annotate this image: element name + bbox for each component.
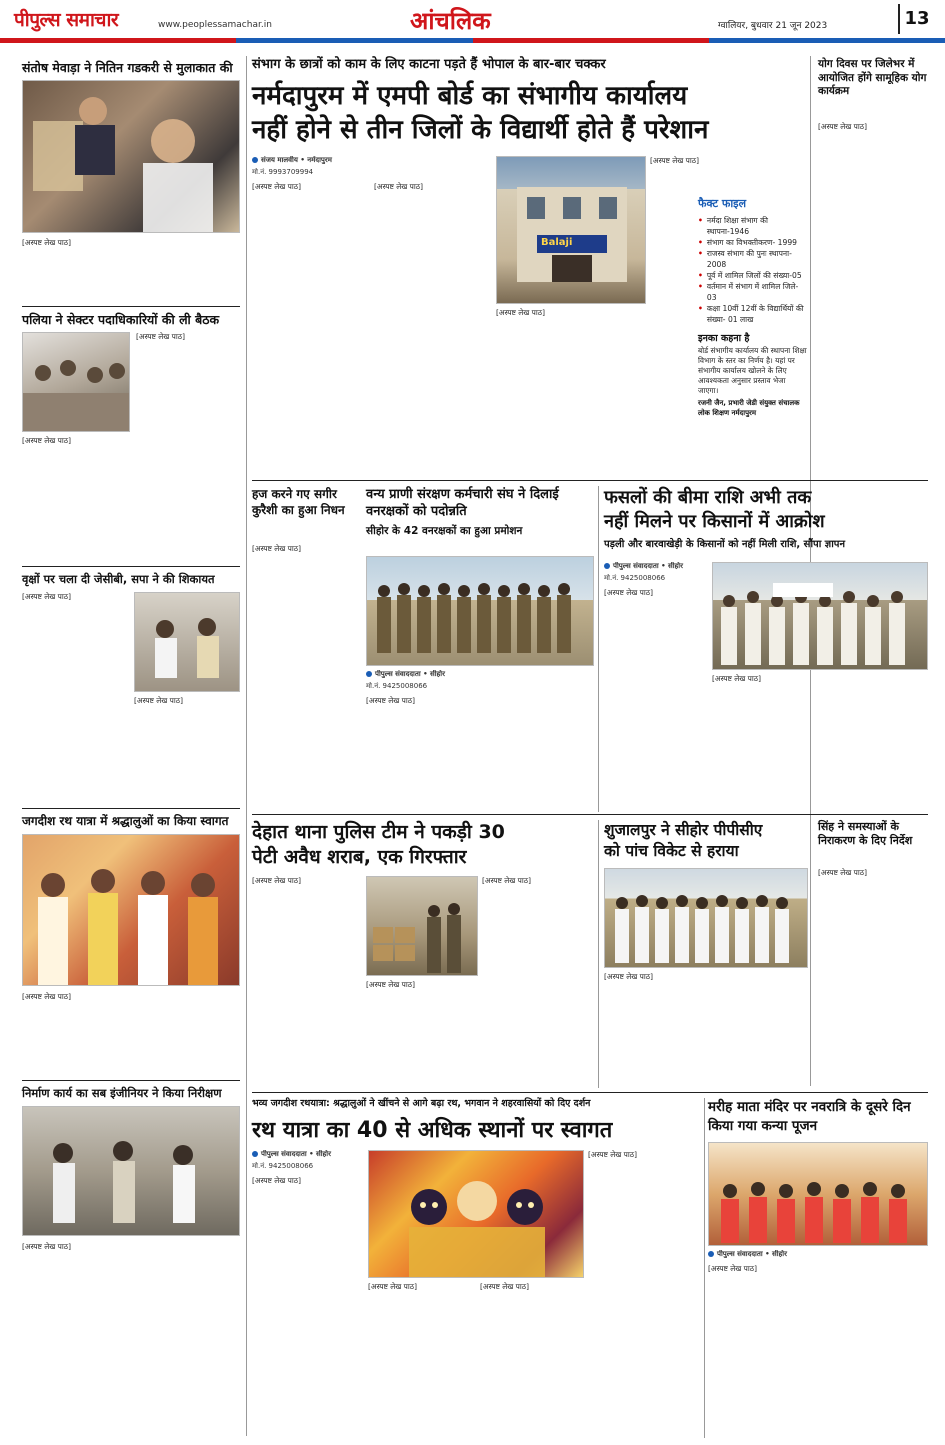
dateline: ग्वालियर, बुधवार 21 जून 2023 — [718, 21, 828, 31]
divider — [22, 808, 240, 809]
divider — [252, 814, 928, 815]
article-text-col1: [अस्पष्ट लेख पाठ] — [252, 182, 301, 191]
signboard-text: Balaji — [541, 237, 573, 248]
byline: पीपुल्स संवाददाता • सीहोर — [708, 1250, 928, 1259]
photo-icon — [713, 563, 928, 670]
article-rath-welcome — [22, 814, 240, 1074]
article-text-col3: [अस्पष्ट लेख पाठ] — [496, 308, 545, 317]
main-kicker: संभाग के छात्रों को काम के लिए काटना पड़ते हैं भोपाल के बार-बार चक्कर — [252, 57, 606, 72]
main-headline-line2: नहीं होने से तीन जिलों के विद्यार्थी होते हैं परेशान — [252, 115, 709, 145]
article-hajj — [252, 486, 362, 812]
byline: पीपुल्स संवाददाता • सीहोर — [604, 562, 708, 571]
photo-engineer-inspection — [22, 1106, 240, 1236]
mobile-number: मो.नं. 9425008066 — [252, 1162, 314, 1170]
article-text-col2: [अस्पष्ट लेख पाठ] — [368, 1282, 417, 1291]
photo-icon — [709, 1143, 928, 1246]
article-text: [अस्पष्ट लेख पाठ] — [708, 1264, 757, 1273]
masthead — [0, 0, 945, 46]
column-divider — [246, 56, 247, 1436]
article-text-col4: [अस्पष्ट लेख पाठ] — [588, 1150, 637, 1159]
byline-bullet-icon — [252, 157, 258, 163]
divider — [252, 480, 928, 481]
article-text-col3: [अस्पष्ट लेख पाठ] — [482, 876, 531, 885]
article-text: [अस्पष्ट लेख पाठ] — [604, 972, 653, 981]
article-text: [अस्पष्ट लेख पाठ] — [818, 868, 867, 877]
fact-item: • पूर्व में शामिल जिलों की संख्या-05 — [698, 271, 802, 280]
photo-icon — [23, 81, 240, 233]
fact-item: • संभाग का विभक्तीकरण- 1999 — [698, 238, 797, 247]
article-gadkari — [22, 60, 240, 300]
article-text-continued: [अस्पष्ट लेख पाठ] — [22, 436, 71, 445]
photo-icon — [605, 869, 808, 968]
fact-item: • नर्मदा शिक्षा संभाग की स्थापना-1946 — [698, 216, 768, 236]
subhead: सीहोर के 42 वनरक्षकों का हुआ प्रमोशन — [366, 525, 523, 537]
byline: पीपुल्स संवाददाता • सीहोर — [366, 670, 594, 679]
quote-author: रजनी जैन, प्रभारी जेडी संयुक्त संचालक लोक शिक्षण नर्मदापुरम — [698, 399, 800, 417]
photo-cricket-team — [604, 868, 808, 968]
mobile-number: मो.नं. 9425008066 — [366, 682, 428, 690]
article-text: [अस्पष्ट लेख पाठ] — [136, 332, 185, 341]
photo-police-liquor — [366, 876, 478, 976]
headline: वृक्षों पर चला दी जेसीबी, सपा ने की शिकायत — [22, 572, 215, 586]
headline: सिंह ने समस्याओं के निराकरण के दिए निर्देश — [818, 820, 913, 847]
article-text-col2: [अस्पष्ट लेख पाठ] — [374, 182, 423, 191]
divider — [252, 1092, 928, 1093]
article-text: [अस्पष्ट लेख पाठ] — [366, 696, 415, 705]
article-text: [अस्पष्ट लेख पाठ] — [22, 1242, 71, 1251]
article-cricket — [604, 820, 808, 1088]
headline: वन्य प्राणी संरक्षण कर्मचारी संघ ने दिलाई वनरक्षकों को पदोन्नति — [366, 487, 559, 519]
rath-kicker: भव्य जगदीश रथयात्रा: श्रद्धालुओं ने खींचने से आगे बढ़ा रथ, भगवान ने शहरवासियों को दिए दर्शन — [252, 1098, 591, 1109]
photo-icon — [23, 835, 240, 986]
photo-icon — [497, 157, 646, 304]
headline-line1: फसलों की बीमा राशि अभी तक — [604, 487, 812, 508]
byline-bullet-icon — [604, 563, 610, 569]
headline: मरीह माता मंदिर पर नवरात्रि के दूसरे दिन किया गया कन्या पूजन — [708, 1099, 911, 1134]
headline: योग दिवस पर जिलेभर में आयोजित होंगे सामूहिक योग कार्यक्रम — [818, 58, 927, 97]
photo-palia-meeting — [22, 332, 130, 432]
photo-gadkari-meeting — [22, 80, 240, 233]
article-rath-main — [252, 1098, 700, 1438]
website-url[interactable]: www.peoplessamachar.in — [158, 20, 272, 30]
article-text: [अस्पष्ट लेख पाठ] — [252, 876, 301, 885]
column-divider — [598, 486, 599, 812]
divider — [22, 566, 240, 567]
article-text-continued: [अस्पष्ट लेख पाठ] — [366, 980, 415, 989]
article-palia — [22, 312, 240, 560]
photo-board-office — [496, 156, 646, 304]
subhead: पड़ली और बारवाखेड़ी के किसानों को नहीं मिली राशि, सौंपा ज्ञापन — [604, 539, 846, 550]
photo-rath-welcome — [22, 834, 240, 986]
photo-icon — [135, 593, 240, 692]
main-headline-line1: नर्मदापुरम में एमपी बोर्ड का संभागीय कार्यालय — [252, 81, 688, 111]
photo-trees-complaint — [134, 592, 240, 692]
photo-farmers-protest — [712, 562, 928, 670]
article-crop-insurance — [604, 486, 928, 812]
page-number: 13 — [898, 4, 934, 34]
article-trees — [22, 572, 240, 802]
article-navratri — [708, 1098, 928, 1438]
fact-file — [698, 196, 808, 476]
headline-line2: पेटी अवैध शराब, एक गिरफ्तार — [252, 846, 467, 868]
article-text: [अस्पष्ट लेख पाठ] — [22, 238, 71, 247]
rath-headline: रथ यात्रा का 40 से अधिक स्थानों पर स्वागत — [252, 1118, 613, 1143]
column-divider — [704, 1098, 705, 1438]
fact-file-list — [698, 215, 808, 325]
column-divider — [598, 820, 599, 1088]
masthead-logo — [14, 6, 164, 32]
photo-icon — [369, 1151, 584, 1278]
headline: निर्माण कार्य का सब इंजीनियर ने किया निरीक्षण — [22, 1086, 222, 1100]
fact-item: • वर्तमान में संभाग में शामिल जिले- 03 — [698, 282, 799, 302]
byline: संजय मालवीय • नर्मदापुरम — [252, 156, 370, 165]
photo-forest-guards — [366, 556, 594, 666]
divider — [22, 306, 240, 307]
article-text: [अस्पष्ट लेख पाठ] — [252, 1176, 301, 1185]
headline: संतोष मेवाड़ा ने नितिन गडकरी से मुलाकात की — [22, 60, 233, 75]
article-yoga — [818, 58, 928, 478]
article-text: [अस्पष्ट लेख पाठ] — [22, 992, 71, 1001]
quote-title: इनका कहना है — [698, 333, 750, 344]
article-text-continued: [अस्पष्ट लेख पाठ] — [712, 674, 761, 683]
mobile-number: मो.नं. 9425008066 — [604, 574, 666, 582]
quote-text: बोर्ड संभागीय कार्यालय की स्थापना शिक्षा विभाग के स्तर का निर्णय है। यहां पर संभागीय कार्यालय खोलने के लिए आवश्यकता अनुसार प्रस्ताव भेजा जाएगा। — [698, 346, 807, 395]
headline: जगदीश रथ यात्रा में श्रद्धालुओं का किया स्वागत — [22, 814, 229, 828]
byline: पीपुल्स संवाददाता • सीहोर — [252, 1150, 364, 1159]
divider — [22, 1080, 240, 1081]
article-forest — [366, 486, 594, 812]
article-text: [अस्पष्ट लेख पाठ] — [604, 588, 653, 597]
photo-icon — [367, 877, 478, 976]
fact-item: • कक्षा 10वीं 12वीं के विद्यार्थियों की संख्या- 01 लाख — [698, 304, 804, 324]
headline-line2: को पांच विकेट से हराया — [604, 842, 739, 860]
headline-line1: शुजालपुर ने सीहोर पीपीसीए — [604, 821, 763, 839]
fact-file-title: फैक्ट फाइल — [698, 197, 747, 210]
masthead-color-bar — [0, 38, 945, 43]
paper-name: पीपुल्स समाचार — [14, 9, 119, 31]
article-text-continued: [अस्पष्ट लेख पाठ] — [134, 696, 183, 705]
headline: पलिया ने सेक्टर पदाधिकारियों की ली बैठक — [22, 312, 220, 327]
byline-bullet-icon — [252, 1151, 258, 1157]
byline-bullet-icon — [366, 671, 372, 677]
mobile-number: मो.नं. 9993709994 — [252, 168, 314, 176]
headline-line2: नहीं मिलने पर किसानों में आक्रोश — [604, 511, 825, 532]
article-engineer — [22, 1086, 240, 1434]
article-text-col3: [अस्पष्ट लेख पाठ] — [480, 1282, 529, 1291]
article-text: [अस्पष्ट लेख पाठ] — [22, 592, 71, 601]
photo-icon — [23, 1107, 240, 1236]
article-text-col4: [अस्पष्ट लेख पाठ] — [650, 156, 699, 165]
headline-line1: देहात थाना पुलिस टीम ने पकड़ी 30 — [252, 821, 505, 843]
fact-item: • राजस्व संभाग की पुनः स्थापना- 2008 — [698, 249, 792, 269]
article-liquor — [252, 820, 594, 1088]
headline: हज करने गए सगीर कुरैशी का हुआ निधन — [252, 487, 345, 517]
byline-bullet-icon — [708, 1251, 714, 1257]
article-singh — [818, 820, 928, 1088]
photo-kanya-pujan — [708, 1142, 928, 1246]
section-name: आंचलिक — [410, 7, 491, 35]
photo-icon — [367, 557, 594, 666]
article-text: [अस्पष्ट लेख पाठ] — [818, 122, 867, 131]
article-text: [अस्पष्ट लेख पाठ] — [252, 544, 301, 553]
photo-rath-deities — [368, 1150, 584, 1278]
photo-icon — [23, 333, 130, 432]
